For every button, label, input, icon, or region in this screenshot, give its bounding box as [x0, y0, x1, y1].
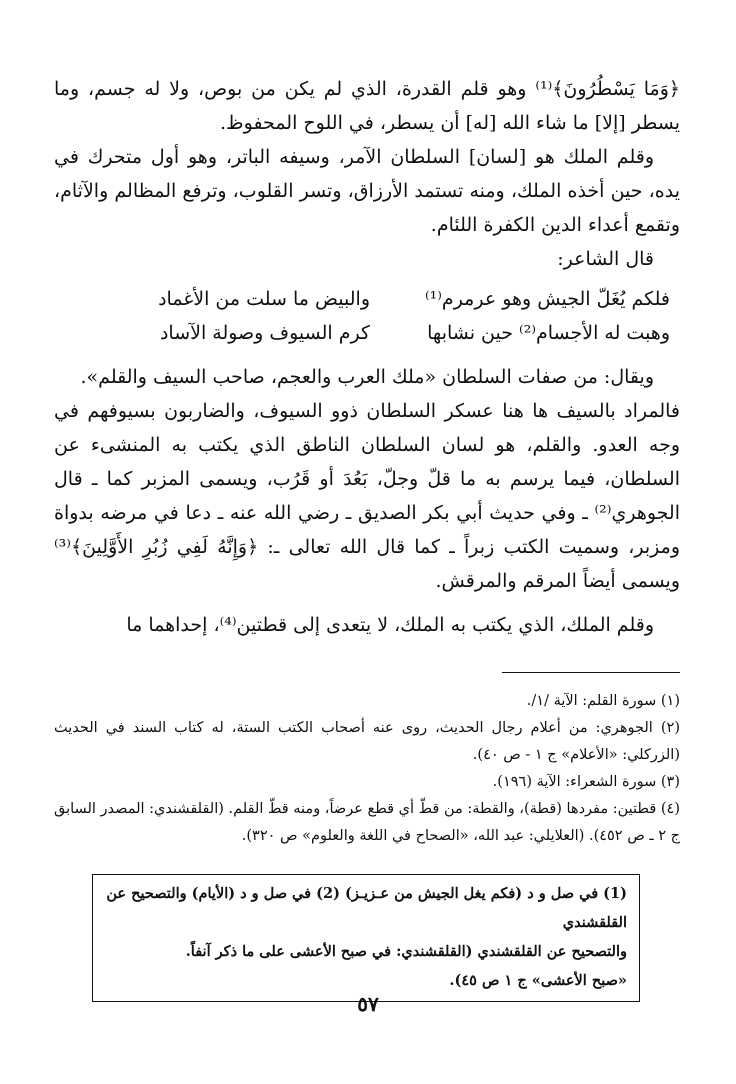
main-text	[54, 72, 680, 642]
poem	[54, 282, 680, 350]
paragraph-1: ﴿وَمَا يَسْطُرُونَ﴾⁽¹⁾ وهو قلم القدرة، الذي لم يكن من بوص، ولا له جسم، وما يسطر [إلا] ما شاء الله [له] أن يسطر، في اللوح المحفوظ.	[54, 78, 680, 134]
poem-hemistich-second: كرم السيوف وصولة الآساد	[159, 322, 370, 344]
poem-hemistich-first: وهبت له الأجسام⁽²⁾ حين نشابها	[427, 322, 670, 344]
paragraph-3: ويقال: من صفات السلطان «ملك العرب والعجم، صاحب السيف والقلم».	[80, 366, 654, 388]
footnote-divider	[502, 672, 680, 673]
editor-note-box	[92, 874, 640, 1002]
editor-note-line-1: (1) في صل و د (فكم يغل الجيش من عـزيـز) (2) في صل و د (الأيام) والتصحيح عن القلقشندي	[106, 885, 627, 931]
editor-note-line-3: «صبح الأعشى» ج ١ ص ٤٥).	[449, 972, 627, 989]
footnote-3: (٣) سورة الشعراء: الآية (١٩٦).	[492, 774, 680, 790]
paragraph-4: فالمراد بالسيف ها هنا عسكر السلطان ذوو السيوف، والضاربون بسيوفهم في وجه العدو. والقلم، هو لسان السلطان الناطق الذي يكتب به المنشىء عن السلطان، فيما يرسم به ما قلّ وجلّ، بَعُدَ أو قَرُب، ويسمى المزبر كما ـ قال الجوهري⁽²⁾ ـ وفي حديث أبي بكر الصديق ـ رضي الله عنه ـ دعا في مرضه بدواة ومزبر، وسميت الكتب زبراً ـ كما قال الله تعالى ـ: ﴿وَإِنَّهُ لَفِي زُبُرِ الأَوَّلِينَ﴾⁽³⁾ ويسمى أيضاً المرقم والمرقش.	[54, 400, 680, 592]
paragraph-2: وقلم الملك هو [لسان] السلطان الآمر، وسيفه الباتر، وهو أول متحرك في يده، حين أخذه الملك، ومنه تستمد الأرزاق، وتسر القلوب، وترفع المظالم والآثام، وتقمع أعداء الدين الكفرة اللئام.	[54, 146, 680, 236]
poem-verse	[54, 282, 680, 316]
page-number: ٥٧	[357, 992, 379, 1016]
footnote-4: (٤) قطتين: مفردها (قطة)، والقطة: من قطّ أي قطع عرضاً، ومنه قطّ القلم. (القلقشندي: المصدر السابق ج ٢ ـ ص ٤٥٢). (العلايلي: عبد الله، «الصحاح في اللغة والعلوم» ص ٣٢٠).	[54, 801, 680, 844]
footnote-1: (١) سورة القلم: الآية /١/.	[526, 693, 680, 709]
footnote-2: (٢) الجوهري: من أعلام رجال الحديث، روى عنه أصحاب الكتب الستة، له كتاب السند في الحديث (الزركلي: «الأعلام» ج ١ - ص ٤٠).	[54, 720, 680, 763]
paragraph-5: وقلم الملك، الذي يكتب به الملك، لا يتعدى إلى قطتين⁽⁴⁾، إحداهما ما	[126, 614, 654, 636]
poet-intro: قال الشاعر:	[557, 248, 654, 270]
poem-hemistich-first: فلكم يُغَلّ الجيش وهو عرمرم⁽¹⁾	[424, 288, 670, 310]
poem-hemistich-second: والبيض ما سلت من الأغماد	[158, 288, 370, 310]
footnotes	[54, 688, 680, 850]
poem-verse	[54, 316, 680, 350]
editor-note-line-2: والتصحيح عن القلقشندي (القلقشندي: في صبح الأعشى على ما ذكر آنفاً.	[185, 943, 627, 960]
